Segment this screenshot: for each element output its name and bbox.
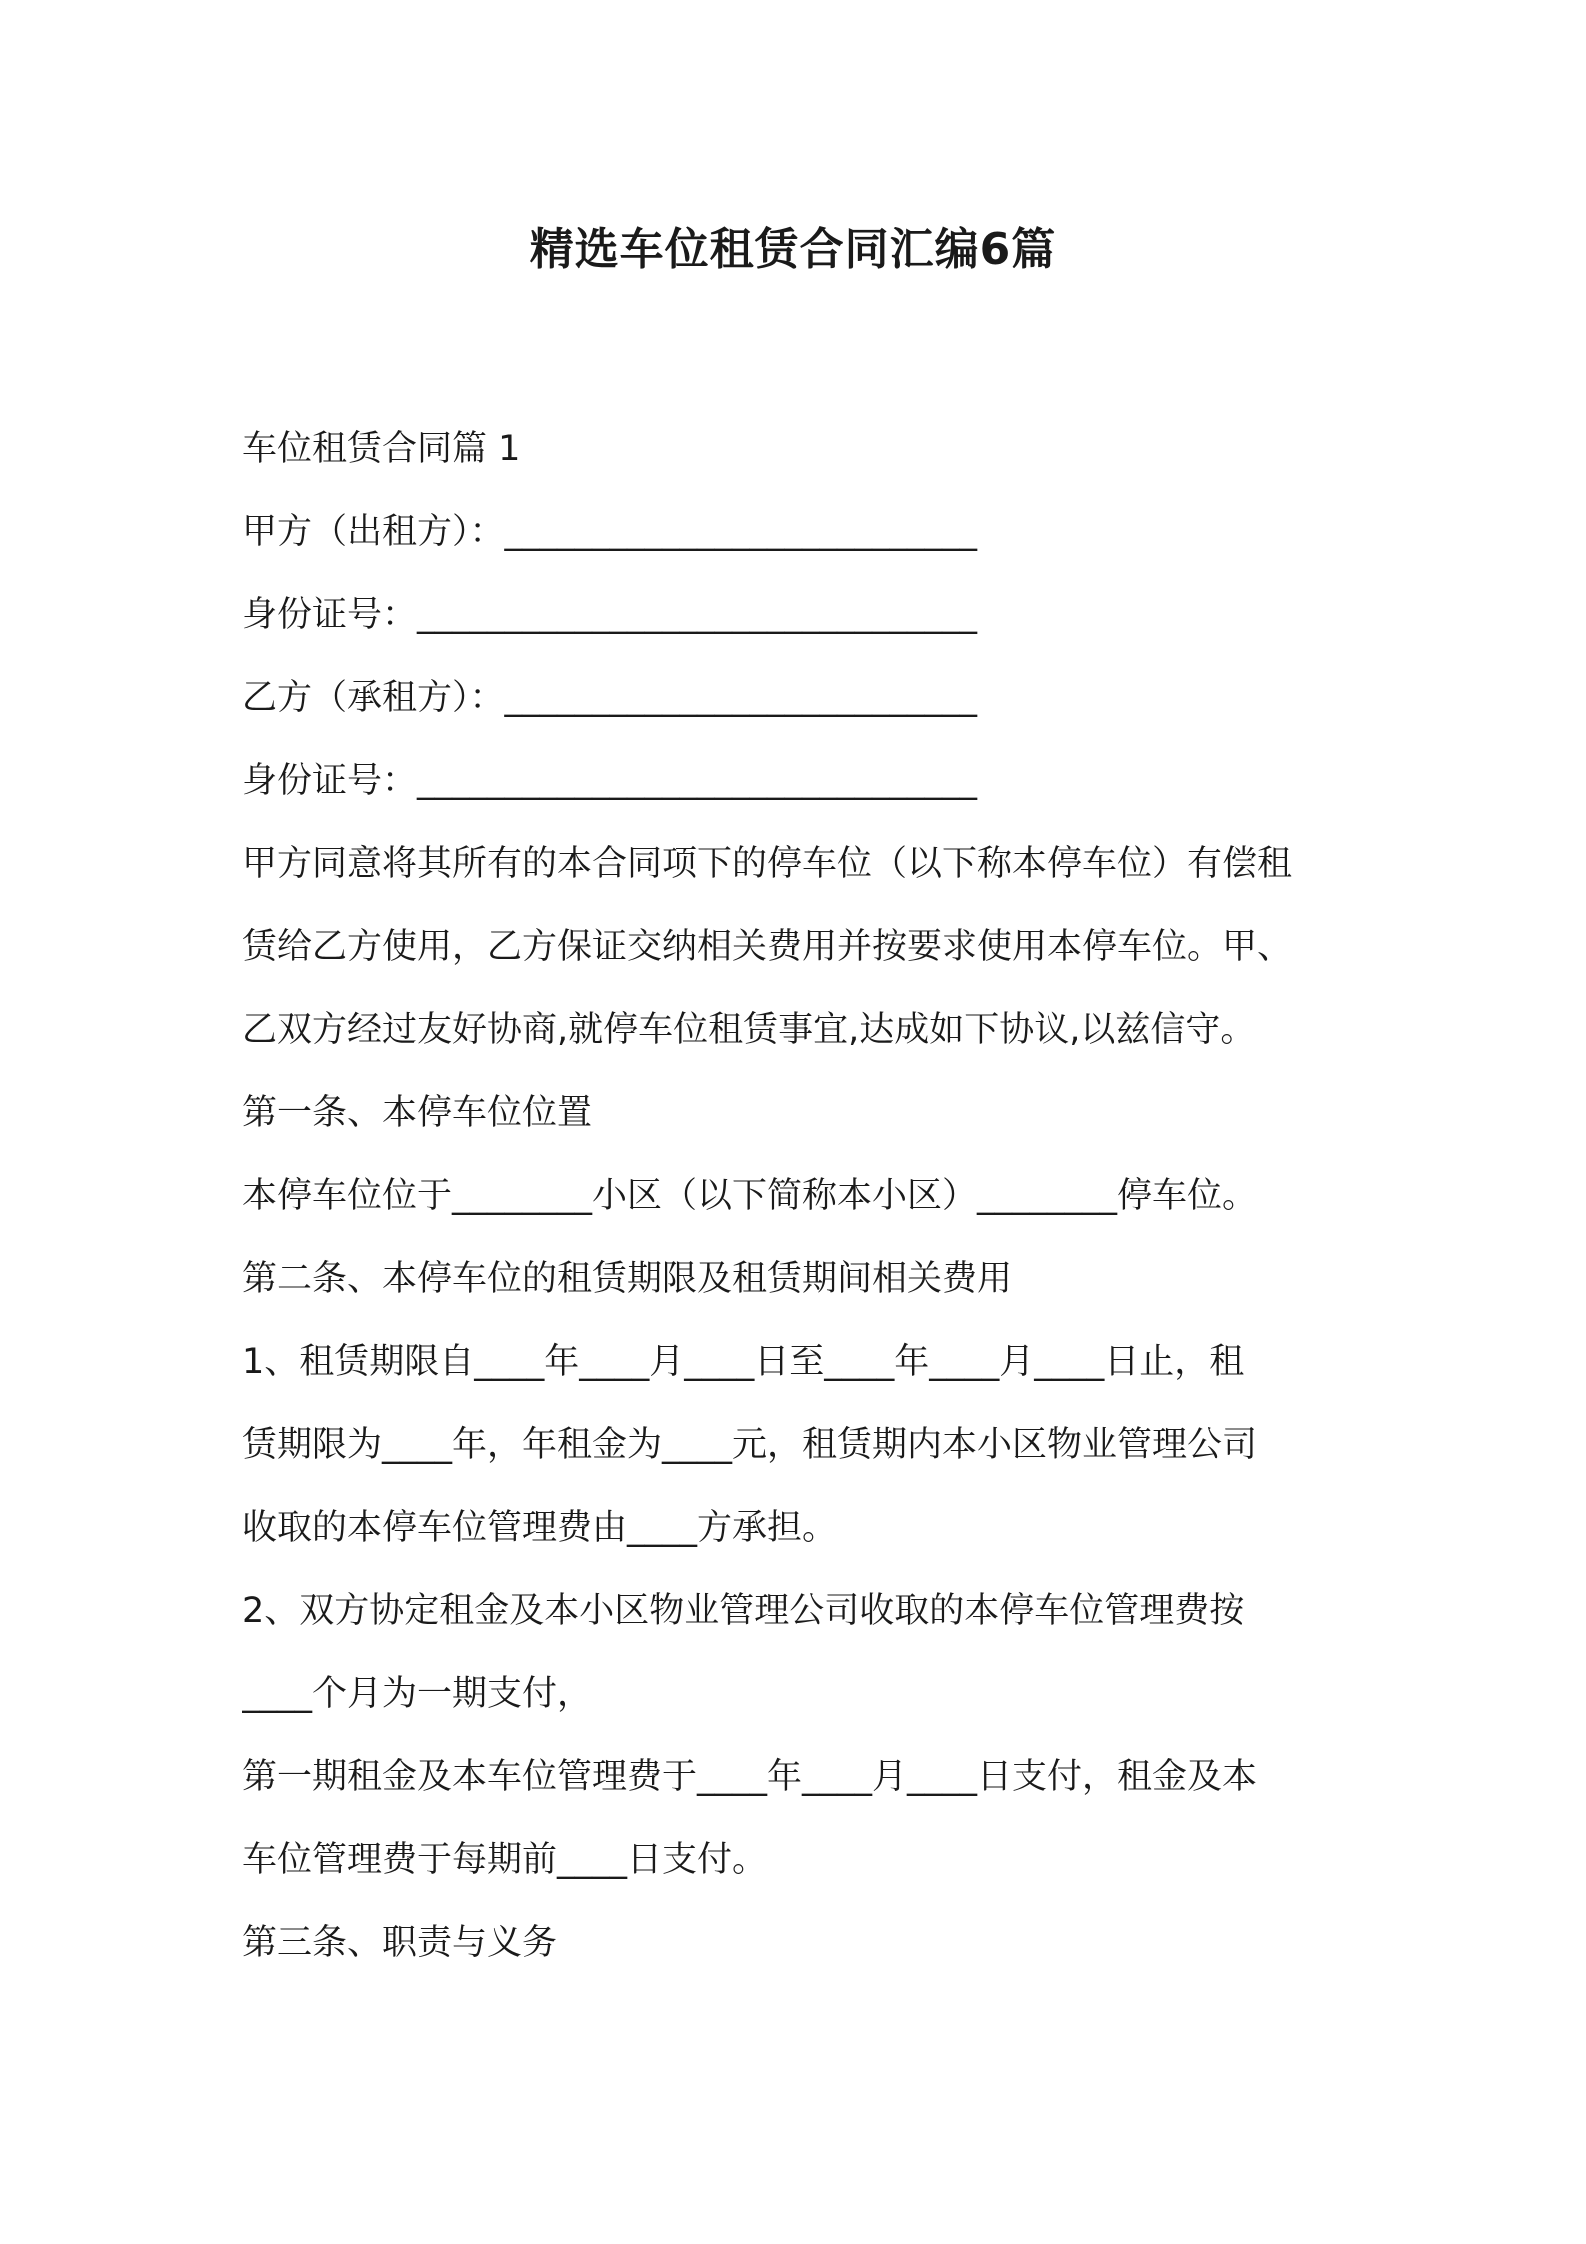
party-a-field: 甲方（出租方）：___________________________ (242, 512, 978, 552)
article-heading: 第三条、职责与义务 (242, 1923, 558, 1963)
paragraph-line: 乙双方经过友好协商,就停车位租赁事宜,达成如下协议,以兹信守。 (242, 1010, 1256, 1050)
document-body (242, 408, 1362, 1985)
paragraph-line: ____个月为一期支付， (242, 1674, 593, 1714)
party-b-field: 乙方（承租方）：___________________________ (242, 678, 978, 718)
paragraph-line: 甲方同意将其所有的本合同项下的停车位（以下称本停车位）有偿租 (242, 844, 1293, 884)
paragraph-line: 赁给乙方使用，乙方保证交纳相关费用并按要求使用本停车位。甲、 (242, 927, 1293, 967)
section-heading: 车位租赁合同篇 1 (242, 429, 521, 469)
party-b-id-field: 身份证号：________________________________ (242, 761, 978, 801)
paragraph-line: 车位管理费于每期前____日支付。 (242, 1840, 768, 1880)
paragraph-line: 赁期限为____年，年租金为____元，租赁期内本小区物业管理公司 (242, 1425, 1258, 1465)
article-heading: 第一条、本停车位位置 (242, 1093, 593, 1133)
paragraph-line: 本停车位位于________小区（以下简称本小区）________停车位。 (242, 1176, 1258, 1216)
document-title: 精选车位租赁合同汇编6篇 (529, 224, 1057, 275)
party-a-id-field: 身份证号：________________________________ (242, 595, 978, 635)
paragraph-line: 2、双方协定租金及本小区物业管理公司收取的本停车位管理费按 (242, 1591, 1245, 1631)
paragraph-line: 收取的本停车位管理费由____方承担。 (242, 1508, 838, 1548)
paragraph-line: 第一期租金及本车位管理费于____年____月____日支付，租金及本 (242, 1757, 1258, 1797)
paragraph-line: 1、租赁期限自____年____月____日至____年____月____日止，租 (242, 1342, 1245, 1382)
article-heading: 第二条、本停车位的租赁期限及租赁期间相关费用 (242, 1259, 1013, 1299)
